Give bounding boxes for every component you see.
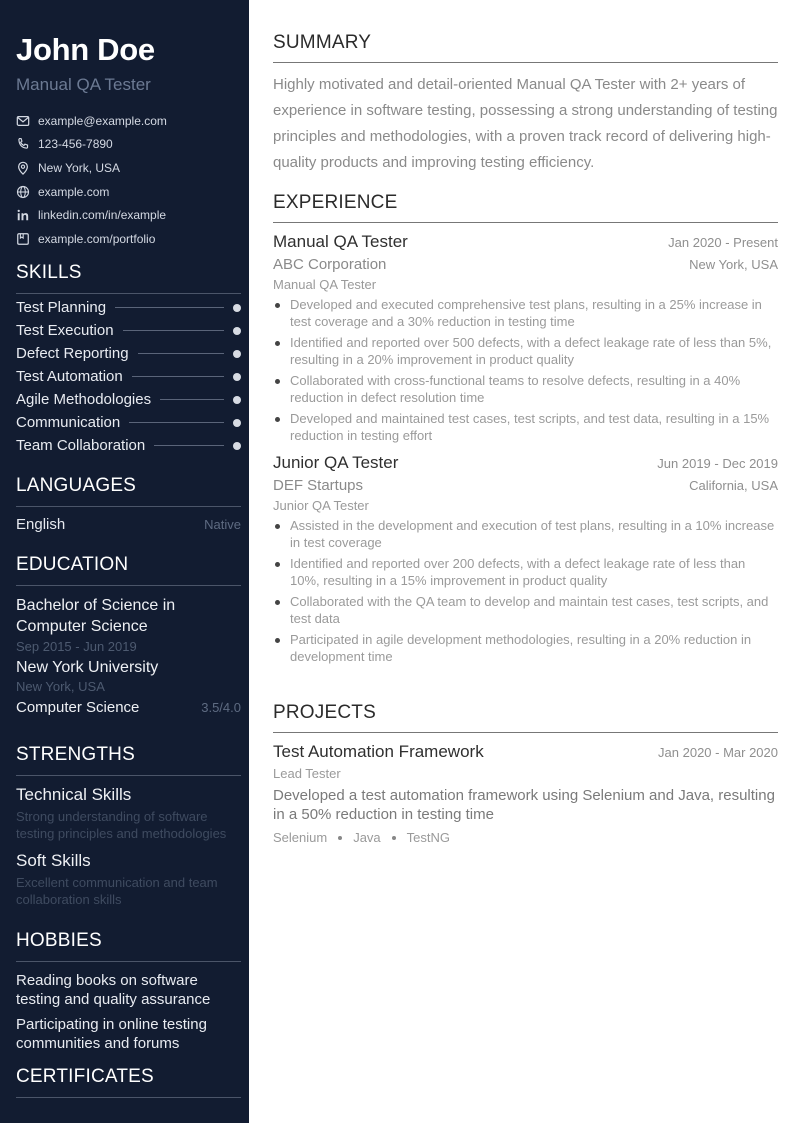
project-tag: Java xyxy=(353,830,381,845)
job-dates: Jan 2020 - Present xyxy=(668,235,778,250)
hobby-item: Participating in online testing communities and forums xyxy=(16,1016,207,1052)
job-company: ABC Corporation xyxy=(273,256,387,273)
job-company-row xyxy=(273,256,778,273)
skill-line xyxy=(160,399,224,400)
education-degree: Bachelor of Science in Computer Science xyxy=(16,597,176,635)
skill-line xyxy=(123,330,224,331)
project-tag: TestNG xyxy=(406,830,451,845)
contact-linkedin[interactable] xyxy=(16,203,241,227)
education-section xyxy=(16,554,241,716)
skill-line xyxy=(115,307,224,308)
skill-label: Communication xyxy=(16,414,121,431)
job-bullet: Assisted in the development and execution of test plans, resulting in a 10% increase in test coverage xyxy=(273,517,778,551)
hobbies-section xyxy=(16,930,241,1053)
job-bullet: Participated in agile development methodologies, resulting in a 20% reduction in development time xyxy=(273,631,778,665)
project-tags xyxy=(273,830,778,845)
sidebar xyxy=(0,0,249,1123)
strengths-heading: STRENGTHS xyxy=(16,744,241,776)
projects-heading: PROJECTS xyxy=(273,702,778,733)
contact-linkedin-text: linkedin.com/in/example xyxy=(38,208,167,223)
email-icon xyxy=(16,114,30,128)
job-subtitle: Manual QA Tester xyxy=(273,277,377,292)
skill-dot xyxy=(233,350,241,358)
job-bullet: Collaborated with the QA team to develop and maintain test cases, test scripts, and test data xyxy=(273,593,778,627)
contact-portfolio[interactable] xyxy=(16,227,241,251)
education-dates: Sep 2015 - Jun 2019 xyxy=(16,639,137,654)
education-field-row xyxy=(16,699,241,716)
job-location: New York, USA xyxy=(689,257,778,272)
linkedin-icon xyxy=(16,208,30,222)
skill-item xyxy=(16,365,241,388)
job-entry xyxy=(273,232,778,444)
project-dates: Jan 2020 - Mar 2020 xyxy=(658,745,778,760)
contact-website[interactable] xyxy=(16,180,241,204)
phone-icon xyxy=(16,137,30,151)
job-bullet: Identified and reported over 500 defects, with a defect leakage rate of less than 5%, resulting in a 20% improvement in product quality xyxy=(273,334,778,368)
certificates-heading: CERTIFICATES xyxy=(16,1066,241,1098)
strength-title: Technical Skills xyxy=(16,785,132,804)
project-header xyxy=(273,742,778,762)
tag-separator xyxy=(338,836,342,840)
project-description: Developed a test automation framework using Selenium and Java, resulting in a 50% reduction in testing time xyxy=(273,787,775,823)
language-name: English xyxy=(16,516,66,533)
skills-heading: SKILLS xyxy=(16,262,241,294)
candidate-role: Manual QA Tester xyxy=(16,75,151,94)
skill-line xyxy=(132,376,224,377)
job-location: California, USA xyxy=(689,478,778,493)
skill-label: Agile Methodologies xyxy=(16,391,152,408)
skills-section xyxy=(16,262,241,457)
project-entry xyxy=(273,742,778,845)
experience-heading: EXPERIENCE xyxy=(273,192,778,223)
contact-location-text: New York, USA xyxy=(38,160,121,175)
education-location: New York, USA xyxy=(16,679,105,694)
skill-item xyxy=(16,319,241,342)
skill-line xyxy=(154,445,224,446)
project-title: Test Automation Framework xyxy=(273,742,484,761)
skill-label: Team Collaboration xyxy=(16,437,146,454)
job-header xyxy=(273,453,778,473)
summary-text: Highly motivated and detail-oriented Manual QA Tester with 2+ years of experience in software testing, possessing a strong understanding of testing principles and methodologies, with a proven track record of delivering high-quality products and improving testing efficiency. xyxy=(273,76,778,171)
education-field: Computer Science xyxy=(16,699,140,716)
hobby-item: Reading books on software testing and quality assurance xyxy=(16,972,211,1008)
skills-list xyxy=(16,296,241,457)
skill-dot xyxy=(233,396,241,404)
tag-separator xyxy=(392,836,396,840)
job-bullet: Collaborated with cross-functional teams to resolve defects, resulting in a 40% reduction in defect resolution time xyxy=(273,372,778,406)
candidate-name: John Doe xyxy=(16,32,155,67)
strength-desc: Excellent communication and team collaboration skills xyxy=(16,875,218,907)
skill-item xyxy=(16,296,241,319)
skill-item xyxy=(16,411,241,434)
contact-portfolio-text: example.com/portfolio xyxy=(38,231,156,246)
skill-line xyxy=(138,353,224,354)
education-gpa: 3.5/4.0 xyxy=(201,700,241,715)
job-dates: Jun 2019 - Dec 2019 xyxy=(657,456,778,471)
skill-dot xyxy=(233,442,241,450)
contact-list xyxy=(16,109,241,251)
skill-item xyxy=(16,434,241,457)
job-header xyxy=(273,232,778,252)
summary-heading: SUMMARY xyxy=(273,32,778,63)
skill-line xyxy=(129,422,224,423)
contact-phone[interactable] xyxy=(16,133,241,157)
skill-dot xyxy=(233,304,241,312)
contact-email[interactable] xyxy=(16,109,241,133)
skill-label: Test Automation xyxy=(16,368,123,385)
job-bullet: Identified and reported over 200 defects, with a defect leakage rate of less than 10%, resulting in a 15% improvement in product quality xyxy=(273,555,778,589)
contact-phone-text: 123-456-7890 xyxy=(38,137,113,152)
job-bullet: Developed and executed comprehensive test plans, resulting in a 25% increase in test coverage and a 30% reduction in testing time xyxy=(273,296,778,330)
contact-website-text: example.com xyxy=(38,184,110,199)
job-title: Manual QA Tester xyxy=(273,232,408,251)
skill-item xyxy=(16,342,241,365)
job-bullet: Developed and maintained test cases, test scripts, and test data, resulting in a 15% reduction in testing effort xyxy=(273,410,778,444)
project-role: Lead Tester xyxy=(273,766,341,781)
language-item xyxy=(16,516,241,533)
skill-dot xyxy=(233,327,241,335)
job-company: DEF Startups xyxy=(273,477,364,494)
job-bullets xyxy=(273,296,778,444)
projects-section xyxy=(273,702,778,845)
language-level: Native xyxy=(204,517,241,532)
contact-location xyxy=(16,156,241,180)
education-heading: EDUCATION xyxy=(16,554,241,586)
skill-item xyxy=(16,388,241,411)
job-entry xyxy=(273,453,778,665)
languages-heading: LANGUAGES xyxy=(16,475,241,507)
project-tag: Selenium xyxy=(273,830,328,845)
strengths-section xyxy=(16,744,241,908)
skill-dot xyxy=(233,373,241,381)
strength-title: Soft Skills xyxy=(16,851,91,870)
languages-section xyxy=(16,475,241,533)
hobbies-heading: HOBBIES xyxy=(16,930,241,962)
job-bullets xyxy=(273,517,778,665)
skill-label: Defect Reporting xyxy=(16,345,129,362)
skill-label: Test Planning xyxy=(16,299,107,316)
globe-icon xyxy=(16,185,30,199)
strength-desc: Strong understanding of software testing principles and methodologies xyxy=(16,809,227,841)
job-title: Junior QA Tester xyxy=(273,453,399,472)
contact-email-text: example@example.com xyxy=(38,113,167,128)
portfolio-icon xyxy=(16,232,30,246)
job-subtitle: Junior QA Tester xyxy=(273,498,369,513)
job-company-row xyxy=(273,477,778,494)
education-school: New York University xyxy=(16,659,159,676)
certificates-section xyxy=(16,1066,241,1098)
summary-section xyxy=(273,32,778,176)
location-icon xyxy=(16,161,30,175)
skill-dot xyxy=(233,419,241,427)
experience-section xyxy=(273,192,778,669)
skill-label: Test Execution xyxy=(16,322,114,339)
